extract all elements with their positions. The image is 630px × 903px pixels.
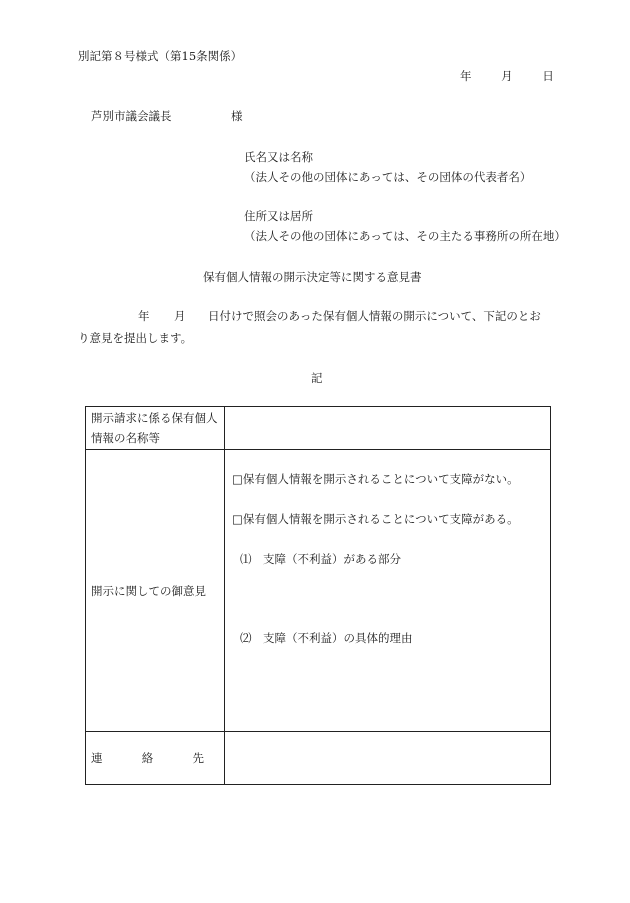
- contact-field[interactable]: [225, 732, 551, 785]
- contact-label: [86, 732, 225, 785]
- opinion-label: 開示に関しての御意見: [86, 450, 225, 732]
- submitter-name-label: 氏名又は名称: [244, 150, 313, 164]
- date-month: 月: [501, 69, 513, 83]
- table-row: [86, 407, 551, 450]
- opinion-field[interactable]: [225, 450, 551, 732]
- request-info-label: 開示請求に係る保有個人情報の名称等: [86, 407, 225, 450]
- body-text-line1: 日付けで照会のあった保有個人情報の開示について、下記のとお: [208, 309, 541, 323]
- submitter-address-label: 住所又は居所: [244, 209, 313, 223]
- body-text-line2: り意見を提出します。: [78, 331, 193, 345]
- submitter-address-note: （法人その他の団体にあっては、その主たる事務所の所在地）: [244, 229, 566, 243]
- addressee-honorific: 様: [231, 109, 243, 123]
- contact-char-2: 絡: [141, 751, 154, 765]
- form-number: 別記第８号様式（第15条関係）: [78, 49, 243, 63]
- option-has-issue[interactable]: □保有個人情報を開示されることについて支障がある。: [232, 512, 519, 526]
- opinion-table: [85, 406, 551, 785]
- contact-char-1: 連: [91, 751, 103, 765]
- date-day: 日: [542, 69, 554, 83]
- submitter-name-note: （法人その他の団体にあっては、その団体の代表者名）: [244, 170, 532, 184]
- ki-mark: 記: [311, 371, 323, 385]
- item-specific-reason: ⑵ 支障（不利益）の具体的理由: [240, 631, 413, 645]
- option-no-issue[interactable]: □保有個人情報を開示されることについて支障がない。: [232, 472, 519, 486]
- table-row: [86, 450, 551, 732]
- document-title: 保有個人情報の開示決定等に関する意見書: [203, 270, 422, 284]
- body-month: 月: [174, 309, 186, 323]
- contact-char-3: 先: [192, 751, 204, 765]
- table-row: [86, 732, 551, 785]
- body-year: 年: [138, 309, 150, 323]
- date-year: 年: [460, 69, 472, 83]
- item-affected-part: ⑴ 支障（不利益）がある部分: [240, 552, 401, 566]
- request-info-field[interactable]: [225, 407, 551, 450]
- addressee-name: 芦別市議会議長: [91, 109, 172, 123]
- date-line: [460, 71, 554, 83]
